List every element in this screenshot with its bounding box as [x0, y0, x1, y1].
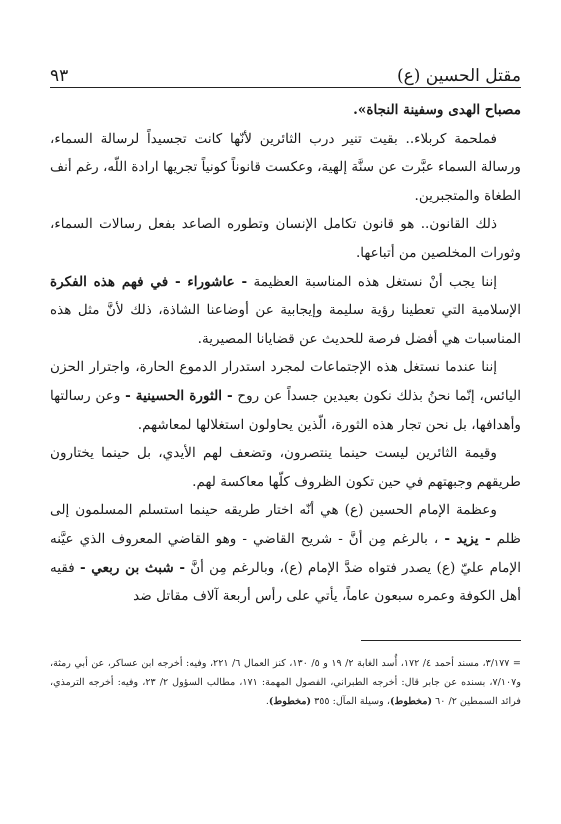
paragraph-6-text-a: وعظمة الإمام الحسين (ع) هي أنّه اختار طريقه حينما استسلم المسلمون إلى ظلم	[50, 502, 521, 547]
paragraph-4-bold: - الثورة الحسينية -	[125, 387, 233, 404]
footnote-bold-2: (مخطوط)	[268, 696, 311, 707]
paragraph-6-bold-yazid: - يزيد -	[444, 530, 491, 547]
body-text	[50, 96, 521, 611]
footnote-text-a: = ٣/١٧٧، مسند أحمد ٤/ ١٧٢، أُسد الغابة ٢/ ١٩ و ٥/ ١٣٠، كنز العمال ٦/ ٢٢١، وفيه: أخرجه ابن عساكر، عن أبي رمثة، و٧/١٠٧، بسنده عن جابر قال: أخرجه الطبراني، الفصول المهمة: ١٧١، مطالب السؤول ٢/ ٢٣، وفيه: أخرجه الترمذي، فرائد السمطين ٢/ ٦٠	[50, 658, 521, 707]
footnote-rule	[361, 640, 521, 641]
paragraph-3	[50, 268, 521, 354]
paragraph-6-text-c: ، بالرغم مِن أنَّ - شريح القاضي - وهو القاضي المعروف الذي عيَّنه الإمام عليّ (ع) يصدر فتواه ضدَّ الإمام (ع)، وبالرغم مِن أنَّ	[50, 530, 521, 576]
page-number: ٩٣	[50, 66, 69, 86]
paragraph-3-bold: - عاشوراء - في فهم هذه الفكرة	[50, 273, 248, 290]
paragraph-1: فملحمة كربلاء.. بقيت تنير درب الثائرين لأنّها كانت تجسيداً لرسالة السماء، ورسالة السماء عبَّرت عن سنَّة إلهية، وعكست قانوناً كونياً تجريها ارادة اللّه، رغم أنف الطغاة والمتجبرين.	[50, 130, 521, 204]
paragraph-4-text-a: إننا عندما نستغل هذه الإجتماعات لمجرد استدرار الدموع الحارة، واجترار الحزن اليائس، إنّما نحنُ بذلك نكون بعيدين جسداً عن روح	[50, 359, 521, 404]
footnote-text-end: .	[265, 696, 269, 707]
paragraph-2: ذلك القانون.. هو قانون تكامل الإنسان وتطوره الصاعد بفعل رسالات السماء، وثورات المخلصين من أتباعها.	[50, 216, 521, 261]
paragraph-4	[50, 353, 521, 439]
footnote-text	[50, 654, 521, 711]
running-header	[50, 56, 521, 86]
paragraph-4-text-c: وعن رسالتها وأهدافها، بل نحن تجار هذه الثورة، الّذين يحاولون استغلالها لمعاشهم.	[50, 387, 521, 433]
paragraph-6-text-e: فقيه أهل الكوفة وعمره سبعون عاماً، يأتي على رأس أربعة آلاف مقاتل ضد	[50, 559, 521, 605]
section-heading: مصباح الهدى وسفينة النجاة».	[353, 102, 521, 118]
paragraph-6-bold-shabath: - شبث بن ربعي -	[79, 559, 185, 576]
paragraph-6	[50, 496, 521, 610]
footnotes	[50, 654, 521, 711]
paragraph-3-text-a: إننا يجب أنْ نستغل هذه المناسبة العظيمة	[247, 273, 498, 290]
paragraph-3-text-c: الإسلامية التي تعطينا رؤية سليمة وإيجابية عن أوضاعنا الشاذة، ذلك لأنَّ مثل هذه المناسبات هي أفضل فرصة للحديث عن قضايانا المصيرية.	[50, 302, 521, 347]
header-rule	[50, 87, 521, 88]
paragraph-5: وقيمة الثائرين ليست حينما ينتصرون، وتضعف لهم الأيدي، بل حينما يختارون طريقهم وجبهتهم في حين تكون الظروف كلّها معاكسة لهم.	[50, 445, 521, 490]
footnote-bold-1: (مخطوط)	[389, 696, 433, 707]
chapter-title: مقتل الحسين (ع)	[396, 66, 521, 86]
footnote-text-b: ، وسيلة المآل: ٣٥٥	[311, 696, 390, 707]
